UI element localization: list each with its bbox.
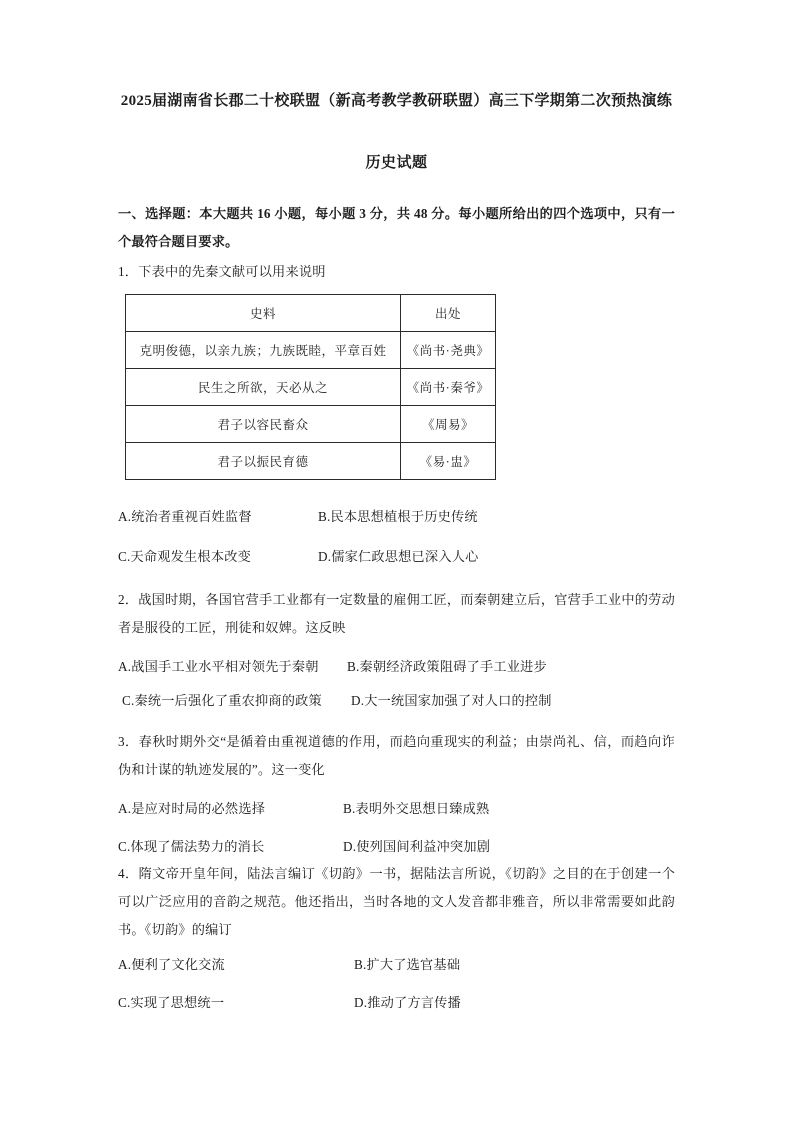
table-cell-material: 克明俊德，以亲九族；九族既睦，平章百姓 xyxy=(126,332,401,369)
question-4-options-row-1 xyxy=(118,952,675,978)
question-1-options-row-1 xyxy=(118,504,675,530)
page-content xyxy=(118,0,675,1016)
question-3-option-d: D.使列国间利益冲突加剧 xyxy=(343,839,491,854)
table-cell-source: 《周易》 xyxy=(401,406,496,443)
question-2 xyxy=(118,586,675,714)
question-3-options-row-1 xyxy=(118,796,675,822)
doc-subtitle: 历史试题 xyxy=(365,155,428,171)
table-row xyxy=(126,406,496,443)
table-header-chuchu: 出处 xyxy=(401,295,496,332)
question-3 xyxy=(118,728,675,860)
table-header-shiliao: 史料 xyxy=(126,295,401,332)
question-4-options-row-2 xyxy=(118,990,675,1016)
question-2-option-a: A.战国手工业水平相对领先于秦朝 xyxy=(118,659,319,674)
table-cell-material: 君子以振民育德 xyxy=(126,443,401,480)
question-1-option-c: C.天命观发生根本改变 xyxy=(118,549,251,564)
question-1 xyxy=(118,258,675,570)
question-2-options-row-2 xyxy=(118,688,675,714)
table-cell-material: 君子以容民畜众 xyxy=(126,406,401,443)
question-1-option-b: B.民本思想植根于历史传统 xyxy=(318,509,478,524)
table-row xyxy=(126,443,496,480)
question-4-stem: 4．隋文帝开皇年间，陆法言编订《切韵》一书，据陆法言所说，《切韵》之目的在于创建一个可以广泛应用的音韵之规范。他还指出，当时各地的文人发音都非雅音，所以非常需要如此韵书。《切韵》的编订 xyxy=(118,866,675,937)
question-4-option-b: B.扩大了选官基础 xyxy=(354,957,461,972)
question-3-option-c: C.体现了儒法势力的消长 xyxy=(118,839,265,854)
question-3-option-b: B.表明外交思想日臻成熟 xyxy=(343,801,490,816)
question-2-option-b: B.秦朝经济政策阻碍了手工业进步 xyxy=(347,659,547,674)
table-header-row xyxy=(126,295,496,332)
question-4-option-a: A.便利了文化交流 xyxy=(118,957,225,972)
table-cell-source: 《易·盅》 xyxy=(401,443,496,480)
question-3-stem: 3．春秋时期外交“是循着由重视道德的作用，而趋向重现实的利益；由崇尚礼、信，而趋向诈伪和计谋的轨迹发展的”。这一变化 xyxy=(118,734,675,777)
question-1-options-row-2 xyxy=(118,544,675,570)
question-1-table xyxy=(125,294,496,480)
question-1-stem: 1．下表中的先秦文献可以用来说明 xyxy=(118,264,326,279)
question-1-option-a: A.统治者重视百姓监督 xyxy=(118,509,252,524)
table-cell-material: 民生之所欲，天必从之 xyxy=(126,369,401,406)
table-cell-source: 《尚书·秦爷》 xyxy=(401,369,496,406)
table-row xyxy=(126,369,496,406)
question-4-option-c: C.实现了思想统一 xyxy=(118,995,225,1010)
question-2-stem: 2．战国时期，各国官营手工业都有一定数量的雇佣工匠，而秦朝建立后，官营手工业中的劳动者是服役的工匠，刑徒和奴婢。这反映 xyxy=(118,592,675,635)
question-1-option-d: D.儒家仁政思想已深入人心 xyxy=(318,549,479,564)
question-4-option-d: D.推动了方言传播 xyxy=(354,995,461,1010)
section-heading: 一、选择题：本大题共 16 小题，每小题 3 分，共 48 分。每小题所给出的四个选项中，只有一个最符合题目要求。 xyxy=(118,206,675,249)
question-2-option-c: C.秦统一后强化了重农抑商的政策 xyxy=(122,693,322,708)
doc-title: 2025届湖南省长郡二十校联盟（新高考教学教研联盟）高三下学期第二次预热演练 xyxy=(120,93,673,109)
question-2-options-row-1 xyxy=(118,654,675,680)
question-4 xyxy=(118,860,675,1016)
question-2-option-d: D.大一统国家加强了对人口的控制 xyxy=(351,693,552,708)
question-3-options-row-2 xyxy=(118,834,675,860)
table-row xyxy=(126,332,496,369)
table-cell-source: 《尚书·尧典》 xyxy=(401,332,496,369)
question-3-option-a: A.是应对时局的必然选择 xyxy=(118,801,266,816)
